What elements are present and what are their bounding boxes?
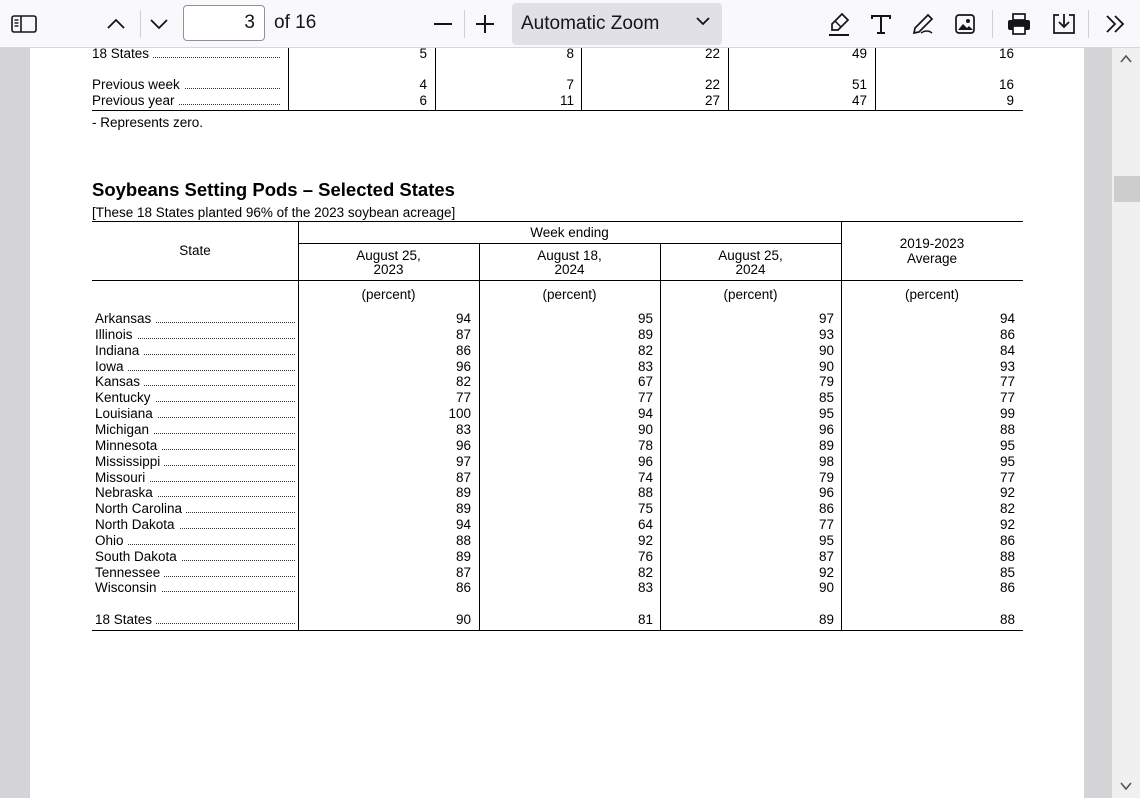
table-cell: 11 <box>559 93 574 108</box>
table-cell: 6 <box>419 93 427 108</box>
row-label: Previous year <box>92 93 179 108</box>
table-cell: 95 <box>999 437 1015 453</box>
zoom-select-label: Automatic Zoom <box>521 13 660 34</box>
column-rule <box>581 48 582 110</box>
table-cell: 97 <box>818 311 834 326</box>
table-row-label <box>95 422 295 437</box>
table-cell: 96 <box>818 485 834 501</box>
table-cell: 76 <box>637 548 653 564</box>
sidebar-toggle-icon[interactable] <box>6 6 42 42</box>
table-row-label <box>95 470 295 485</box>
table-row-label <box>92 93 280 108</box>
table-cell: 89 <box>637 326 653 342</box>
table-cell: 98 <box>818 453 834 469</box>
table-cell: 96 <box>455 358 471 374</box>
state-name: Kansas <box>95 374 144 389</box>
table-cell: 88 <box>999 548 1015 564</box>
table-rule <box>92 280 1023 281</box>
total-label: 18 States <box>95 612 156 627</box>
column-header-line1: August 18, <box>537 248 602 263</box>
table-cell: 84 <box>999 342 1015 358</box>
table-cell: 83 <box>455 421 471 437</box>
state-name: Tennessee <box>95 565 164 580</box>
column-rule <box>288 48 289 110</box>
state-name: Nebraska <box>95 485 157 500</box>
table-cell: 87 <box>455 564 471 580</box>
chevron-down-icon[interactable] <box>141 6 177 42</box>
table-cell: 77 <box>637 390 653 406</box>
table-cell: 92 <box>637 532 653 548</box>
table-row-label <box>95 549 295 564</box>
table-cell: 77 <box>455 390 471 406</box>
table-row-label <box>95 343 295 358</box>
table-row-label <box>95 485 295 500</box>
total-cell: 88 <box>999 612 1015 627</box>
table-cell: 16 <box>998 77 1014 92</box>
table-cell: 83 <box>637 580 653 596</box>
table-cell: 7 <box>566 77 574 92</box>
zoom-in-icon[interactable] <box>467 6 503 42</box>
unit-label: (percent) <box>904 287 960 302</box>
table-subtitle: [These 18 States planted 96% of the 2023 soybean acreage] <box>92 205 456 220</box>
table-cell: 82 <box>455 374 471 390</box>
table-cell: 16 <box>998 48 1014 61</box>
table-cell: 89 <box>455 548 471 564</box>
table-cell: 92 <box>999 517 1015 533</box>
table-cell: 74 <box>637 469 653 485</box>
table-cell: 77 <box>999 374 1015 390</box>
table-row-label <box>95 359 295 374</box>
unit-label: (percent) <box>723 287 778 302</box>
table-cell: 78 <box>637 437 653 453</box>
unit-label: (percent) <box>542 287 597 302</box>
state-name: Kentucky <box>95 390 155 405</box>
table-cell: 94 <box>455 311 471 326</box>
table-rule <box>92 630 1023 631</box>
column-rule <box>841 221 842 630</box>
table-cell: 75 <box>637 501 653 517</box>
table-row-label <box>95 438 295 453</box>
state-name: Missouri <box>95 470 149 485</box>
table-cell: 100 <box>448 406 471 422</box>
table-cell: 82 <box>999 501 1015 517</box>
table-row-label <box>95 454 295 469</box>
table-cell: 22 <box>704 48 720 61</box>
state-name: Ohio <box>95 533 128 548</box>
page-number-input[interactable]: 3 <box>183 5 265 41</box>
table-cell: 90 <box>637 421 653 437</box>
table-cell: 92 <box>818 564 834 580</box>
pdf-page <box>30 48 1084 798</box>
header-state: State <box>179 243 211 258</box>
table-row-label <box>95 565 295 580</box>
table-cell: 95 <box>999 453 1015 469</box>
table-cell: 77 <box>999 390 1015 406</box>
print-icon[interactable] <box>1001 6 1037 42</box>
column-header-line1: 2019-2023 <box>899 236 965 251</box>
table-cell: 96 <box>818 421 834 437</box>
document-viewer[interactable] <box>0 48 1112 798</box>
vertical-scrollbar[interactable] <box>1112 48 1140 798</box>
table-cell: 88 <box>999 421 1015 437</box>
table-cell: 82 <box>637 564 653 580</box>
table-cell: 27 <box>704 93 720 108</box>
table-cell: 85 <box>999 564 1015 580</box>
table-cell: 95 <box>818 532 834 548</box>
table-cell: 90 <box>818 580 834 596</box>
state-name: North Carolina <box>95 501 186 516</box>
table-rule <box>92 110 1023 111</box>
table-cell: 87 <box>818 548 834 564</box>
table-cell: 86 <box>455 342 471 358</box>
footnote: - Represents zero. <box>92 115 204 130</box>
pdf-toolbar <box>0 0 1140 48</box>
table-cell: 85 <box>818 390 834 406</box>
scroll-up-icon[interactable] <box>1120 54 1132 64</box>
state-name: Minnesota <box>95 438 161 453</box>
table-cell: 99 <box>999 406 1015 422</box>
table-cell: 47 <box>851 93 867 108</box>
column-rule <box>728 48 729 110</box>
state-name: Louisiana <box>95 406 157 421</box>
state-name: Michigan <box>95 422 153 437</box>
page-count-label: of 16 <box>274 12 317 33</box>
column-header-line1: August 25, <box>718 248 783 263</box>
table-row-label <box>92 77 280 92</box>
chevron-down-icon <box>696 16 710 26</box>
table-cell: 77 <box>999 469 1015 485</box>
table-row-label <box>95 311 295 326</box>
zoom-select[interactable] <box>512 3 722 45</box>
zoom-out-icon[interactable] <box>425 6 461 42</box>
state-name: Mississippi <box>95 454 164 469</box>
table-title: Soybeans Setting Pods – Selected States <box>92 179 455 200</box>
unit-label: (percent) <box>361 287 416 302</box>
table-rule <box>92 221 1023 222</box>
more-tools-icon[interactable] <box>1097 6 1133 42</box>
table-cell: 86 <box>455 580 471 596</box>
chevron-up-icon[interactable] <box>98 6 134 42</box>
table-cell: 94 <box>637 406 653 422</box>
table-cell: 88 <box>637 485 653 501</box>
download-icon[interactable] <box>1046 6 1082 42</box>
column-header-line1: August 25, <box>356 248 421 263</box>
scroll-thumb[interactable] <box>1114 176 1140 202</box>
image-icon[interactable] <box>947 6 983 42</box>
table-row-label <box>95 374 295 389</box>
table-cell: 67 <box>637 374 653 390</box>
state-name: South Dakota <box>95 549 181 564</box>
table-row-label <box>95 517 295 532</box>
table-cell: 4 <box>419 77 427 92</box>
table-cell: 89 <box>455 485 471 501</box>
state-name: Illinois <box>95 327 137 342</box>
table-cell: 49 <box>851 48 867 61</box>
table-cell: 79 <box>818 469 834 485</box>
toolbar-separator <box>992 10 993 38</box>
table-cell: 87 <box>455 326 471 342</box>
column-rule <box>435 48 436 110</box>
toolbar-separator <box>1088 10 1089 38</box>
table-cell: 96 <box>455 437 471 453</box>
table-cell: 82 <box>637 342 653 358</box>
column-header-line2: Average <box>906 251 958 266</box>
table-cell: 92 <box>999 485 1015 501</box>
table-cell: 97 <box>455 453 471 469</box>
column-header-line2: 2023 <box>373 262 404 277</box>
table-cell: 94 <box>999 311 1015 326</box>
toolbar-separator <box>464 10 465 38</box>
column-rule <box>875 48 876 110</box>
table-cell: 93 <box>818 326 834 342</box>
table-cell: 51 <box>851 77 867 92</box>
table-cell: 95 <box>818 406 834 422</box>
table-cell: 77 <box>818 517 834 533</box>
table-cell: 9 <box>1006 93 1014 108</box>
table-cell: 22 <box>704 77 720 92</box>
state-name: Wisconsin <box>95 580 161 595</box>
table-row-label <box>95 406 295 421</box>
table-cell: 88 <box>455 532 471 548</box>
column-header-line2: 2024 <box>735 262 766 277</box>
table-row-label <box>95 580 295 595</box>
table-cell: 89 <box>455 501 471 517</box>
state-name: Arkansas <box>95 311 155 326</box>
total-cell: 89 <box>818 612 834 627</box>
text-icon[interactable] <box>863 6 899 42</box>
table-cell: 86 <box>999 532 1015 548</box>
table-cell: 64 <box>637 517 653 533</box>
table-cell: 96 <box>637 453 653 469</box>
table-cell: 95 <box>637 311 653 326</box>
table-row-label <box>92 48 280 61</box>
state-name: Iowa <box>95 359 128 374</box>
table-rule <box>298 243 841 244</box>
table-cell: 83 <box>637 358 653 374</box>
table-cell: 90 <box>818 358 834 374</box>
table-cell: 86 <box>999 326 1015 342</box>
table-row-label <box>95 390 295 405</box>
draw-icon[interactable] <box>905 6 941 42</box>
highlight-icon[interactable] <box>821 6 857 42</box>
table-row-label <box>95 612 295 627</box>
table-cell: 87 <box>455 469 471 485</box>
total-cell: 90 <box>455 612 471 627</box>
table-cell: 90 <box>818 342 834 358</box>
table-row-label <box>95 533 295 548</box>
table-row-label <box>95 501 295 516</box>
table-cell: 8 <box>566 48 574 61</box>
column-rule <box>298 221 299 630</box>
column-header-line2: 2024 <box>554 262 585 277</box>
table-cell: 86 <box>999 580 1015 596</box>
table-cell: 79 <box>818 374 834 390</box>
total-cell: 81 <box>637 612 653 627</box>
table-cell: 94 <box>455 517 471 533</box>
table-cell: 5 <box>419 48 427 61</box>
table-cell: 89 <box>818 437 834 453</box>
row-label: Previous week <box>92 77 184 92</box>
state-name: North Dakota <box>95 517 179 532</box>
state-name: Indiana <box>95 343 143 358</box>
row-label: 18 States <box>92 48 153 61</box>
table-cell: 93 <box>999 358 1015 374</box>
scroll-down-icon[interactable] <box>1120 781 1132 791</box>
table-row-label <box>95 327 295 342</box>
table-cell: 86 <box>818 501 834 517</box>
header-week-ending: Week ending <box>530 225 609 240</box>
